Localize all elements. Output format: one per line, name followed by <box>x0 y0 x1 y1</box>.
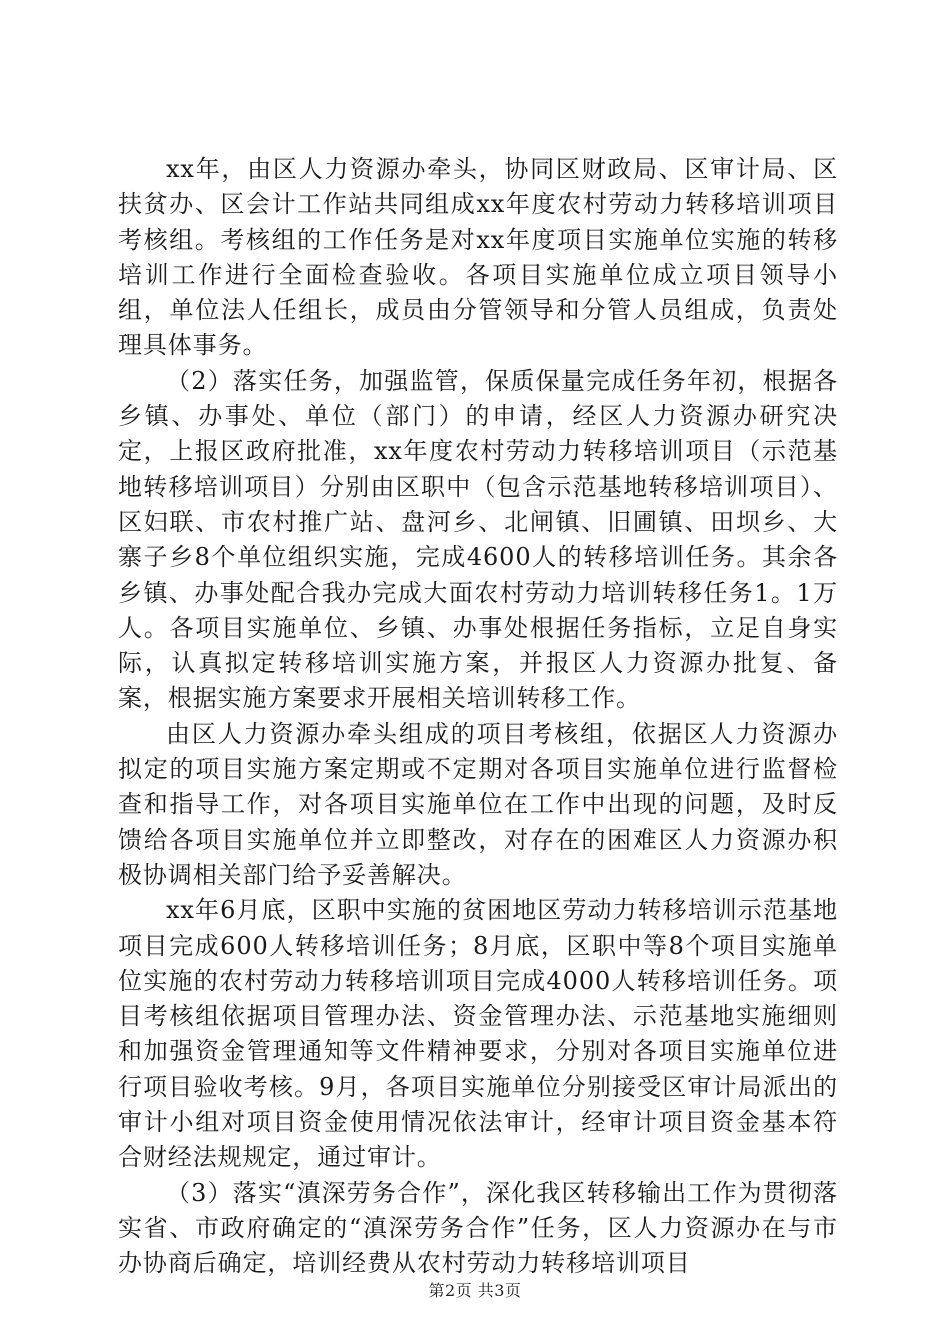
paragraph-4: xx年6月底，区职中实施的贫困地区劳动力转移培训示范基地项目完成600人转移培训任务；8月底，区职中等8个项目实施单位实施的农村劳动力转移培训项目完成4000人转移培训任务。项目考核组依据项目管理办法、资金管理办法、示范基地实施细则和加强资金管理通知等文件精神要求，分别对各项目实施单位进行项目验收考核。9月，各项目实施单位分别接受区审计局派出的审计小组对项目资金使用情况依法审计，经审计项目资金基本符合财经法规规定，通过审计。 <box>118 896 838 1172</box>
document-body <box>118 152 838 1282</box>
paragraph-5: （3）落实“滇深劳务合作”，深化我区转移输出工作为贯彻落实省、市政府确定的“滇深劳务合作”任务，区人力资源办在与市办协商后确定，培训经费从农村劳动力转移培训项目 <box>118 1178 838 1278</box>
paragraph-3: 由区人力资源办牵头组成的项目考核组，依据区人力资源办拟定的项目实施方案定期或不定期对各项目实施单位进行监督检查和指导工作，对各项目实施单位在工作中出现的问题，及时反馈给各项目实施单位并立即整改，对存在的困难区人力资源办积极协调相关部门给予妥善解决。 <box>118 719 838 889</box>
page-number-footer: 第2页 共3页 <box>428 1281 522 1300</box>
paragraph-2: （2）落实任务，加强监管，保质保量完成任务年初，根据各乡镇、办事处、单位（部门）的申请，经区人力资源办研究决定，上报区政府批准，xx年度农村劳动力转移培训项目（示范基地转移培训项目）分别由区职中（包含示范基地转移培训项目）、区妇联、市农村推广站、盘河乡、北闸镇、旧圃镇、田坝乡、大寨子乡8个单位组织实施，完成4600人的转移培训任务。其余各乡镇、办事处配合我办完成大面农村劳动力培训转移任务1。1万人。各项目实施单位、乡镇、办事处根据任务指标，立足自身实际，认真拟定转移培训实施方案，并报区人力资源办批复、备案，根据实施方案要求开展相关培训转移工作。 <box>118 366 838 713</box>
paragraph-1: xx年，由区人力资源办牵头，协同区财政局、区审计局、区扶贫办、区会计工作站共同组成xx年度农村劳动力转移培训项目考核组。考核组的工作任务是对xx年度项目实施单位实施的转移培训工作进行全面检查验收。各项目实施单位成立项目领导小组，单位法人任组长，成员由分管领导和分管人员组成，负责处理具体事务。 <box>118 155 838 360</box>
